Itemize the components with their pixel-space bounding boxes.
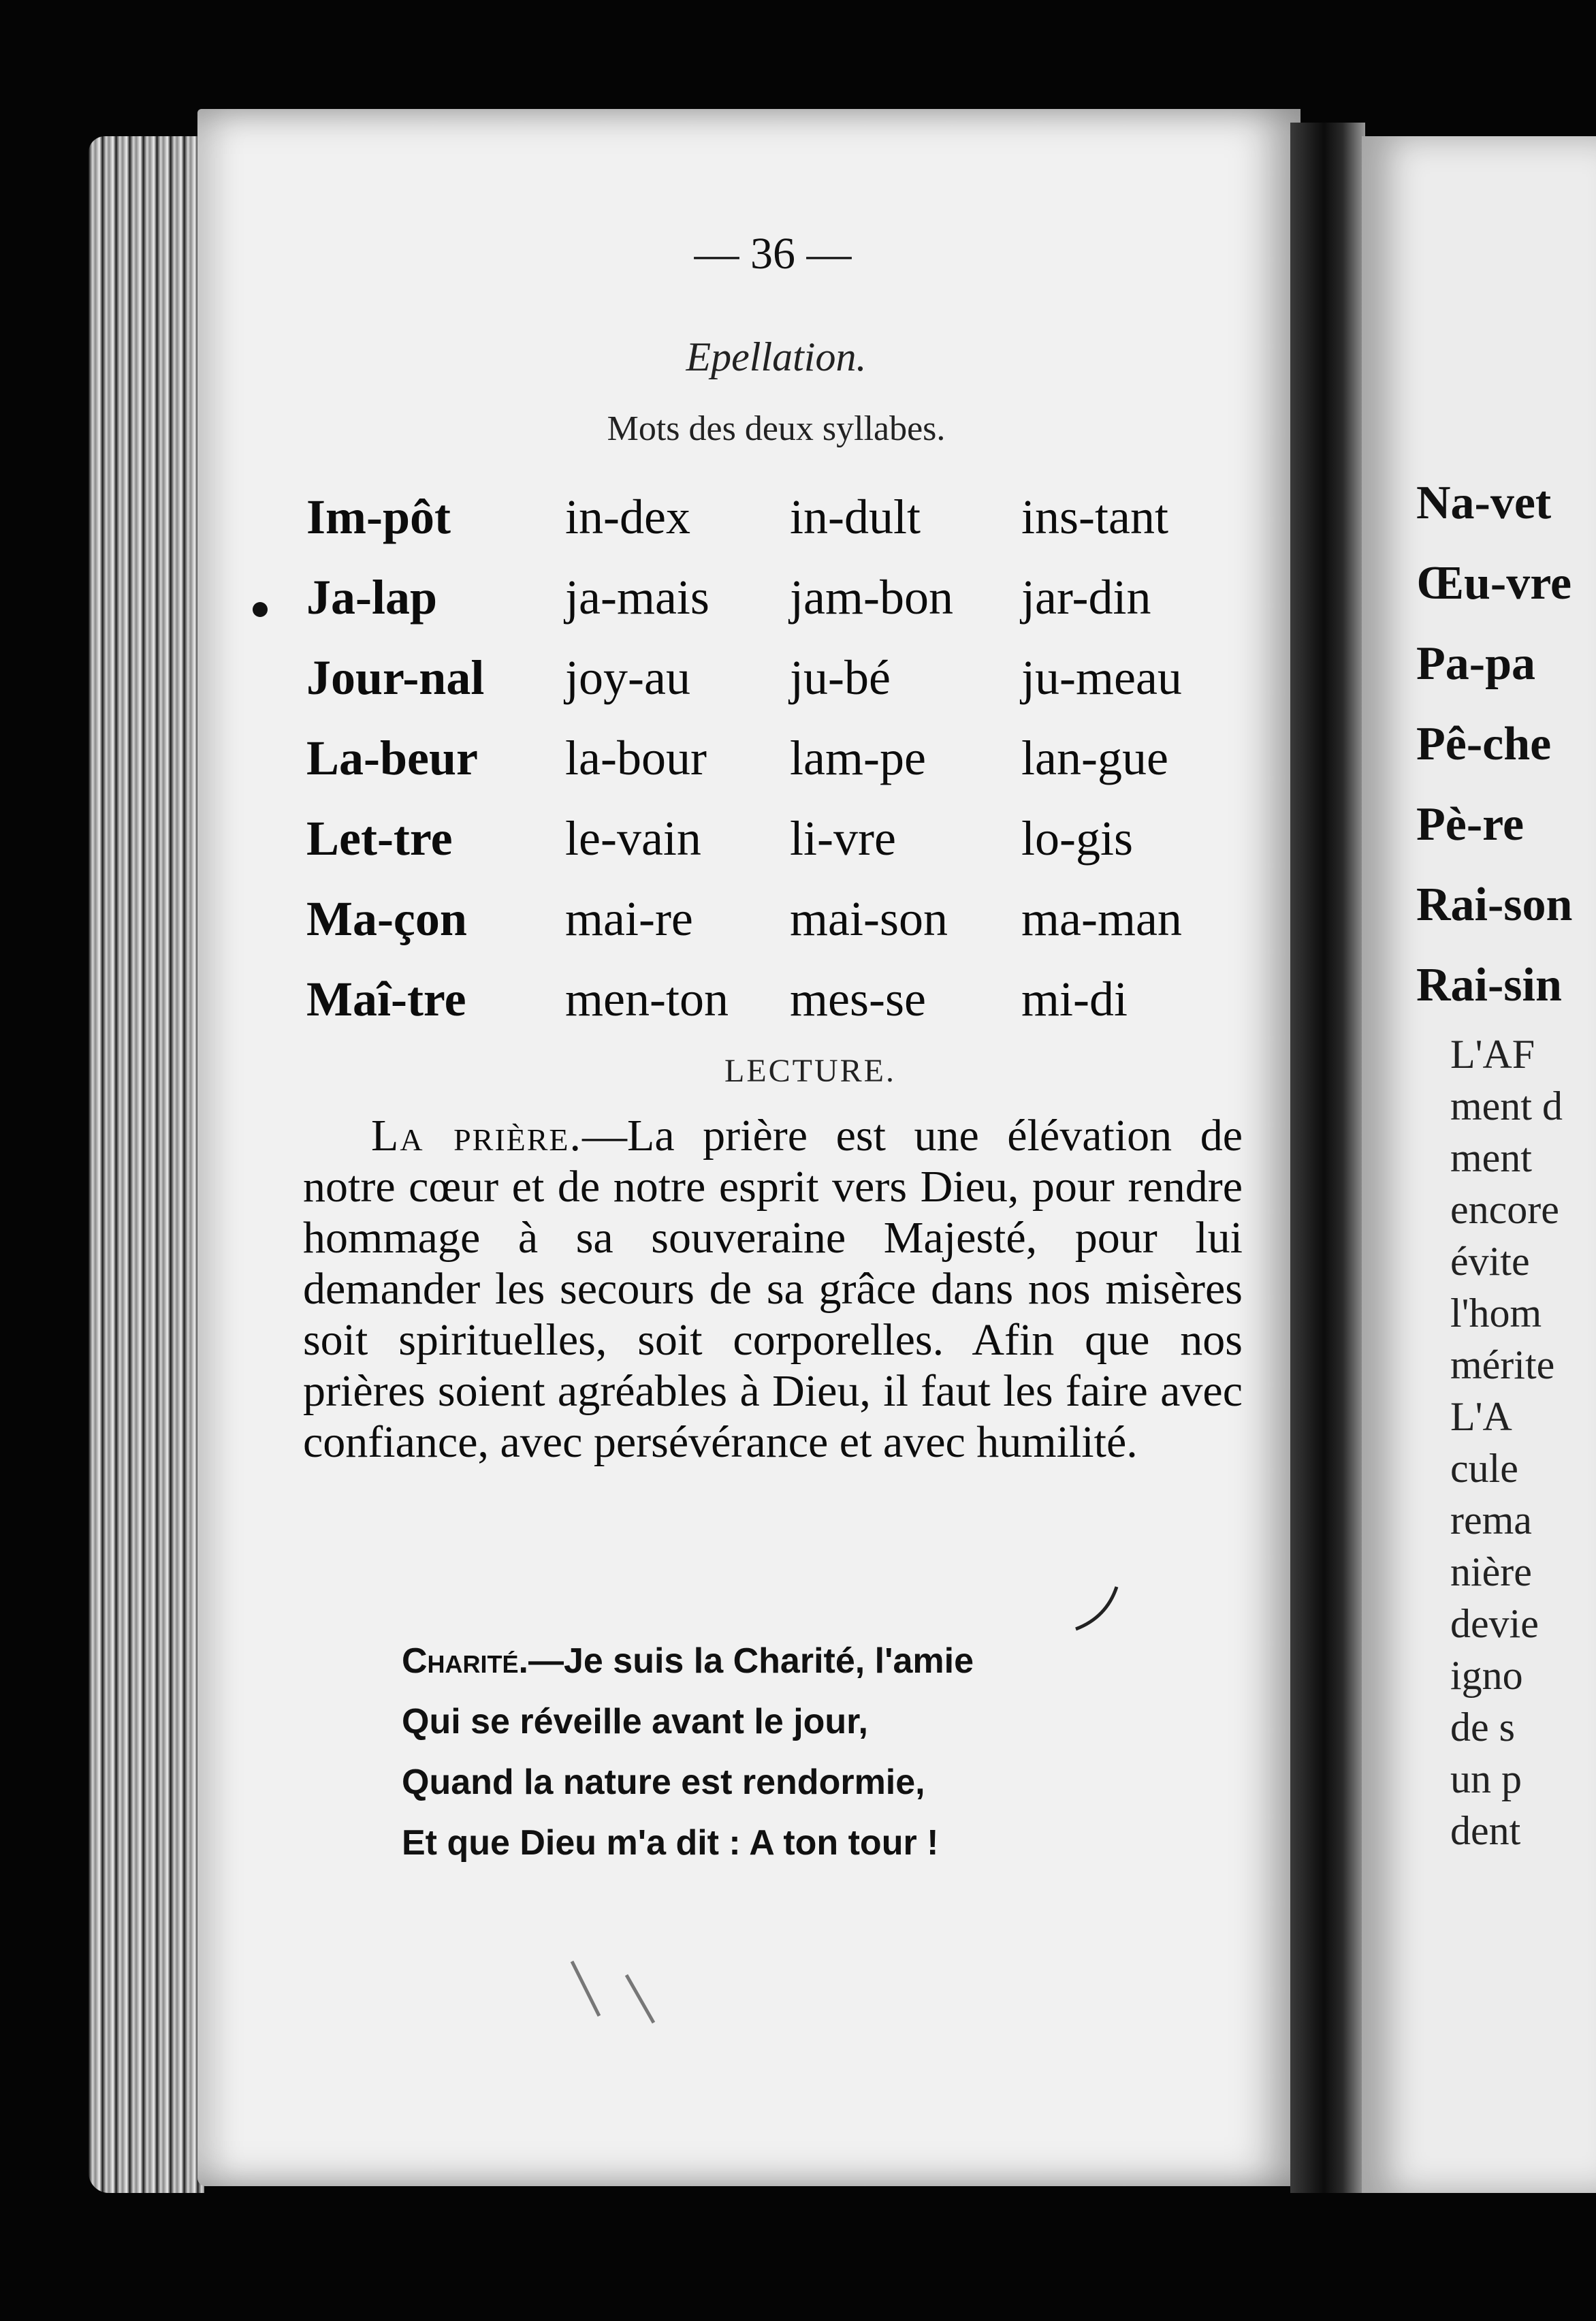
right-page-word: Pa-pa xyxy=(1416,637,1535,690)
right-page-line: devie xyxy=(1450,1601,1539,1646)
right-page-line: rema xyxy=(1450,1498,1532,1543)
syllable-word: lan-gue xyxy=(1021,730,1168,785)
right-page-word: Rai-son xyxy=(1416,879,1573,931)
right-page-word: Rai-sin xyxy=(1416,959,1562,1011)
pencil-scribble xyxy=(572,1961,654,2023)
syllable-word: La-beur xyxy=(306,730,478,785)
syllable-word: ju-bé xyxy=(790,650,891,705)
syllable-word: mai-son xyxy=(790,891,948,946)
ink-dot xyxy=(253,602,268,617)
right-page-word: Na-vet xyxy=(1416,477,1552,529)
syllable-word: ins-tant xyxy=(1021,489,1168,544)
syllable-word: men-ton xyxy=(565,971,729,1026)
syllable-word: mes-se xyxy=(790,971,926,1026)
poem-line: Quand la nature est rendormie, xyxy=(402,1763,925,1802)
right-page-line: ment d xyxy=(1450,1084,1563,1128)
syllable-word: Im-pôt xyxy=(306,489,451,544)
page-number: — 36 — xyxy=(694,229,852,279)
syllable-word: Let-tre xyxy=(306,810,453,866)
syllable-word: li-vre xyxy=(790,810,896,866)
syllable-word: le-vain xyxy=(565,810,701,866)
poem-line: Et que Dieu m'a dit : A ton tour ! xyxy=(402,1823,939,1863)
right-page-line: mérite xyxy=(1450,1342,1555,1387)
right-page-word: Œu-vre xyxy=(1416,557,1572,610)
right-page-word: Pè-re xyxy=(1416,798,1525,851)
right-page-line: dent xyxy=(1450,1808,1521,1853)
poem-line-text: —Je suis la Charité, l'amie xyxy=(528,1641,974,1681)
right-page-line: un p xyxy=(1450,1756,1522,1801)
syllable-word: Maî-tre xyxy=(306,971,466,1026)
syllable-word: jam-bon xyxy=(790,569,953,625)
syllable-word: jar-din xyxy=(1021,569,1151,625)
right-page-line: L'A xyxy=(1450,1394,1512,1439)
syllable-word: in-dex xyxy=(565,489,690,544)
right-page-line: encore xyxy=(1450,1187,1559,1232)
syllable-word: lo-gis xyxy=(1021,810,1134,866)
prayer-lead: La prière. xyxy=(371,1111,583,1160)
poem-line: Qui se réveille avant le jour, xyxy=(402,1702,868,1741)
syllable-word: Ma-çon xyxy=(306,891,467,946)
section-heading: Epellation. xyxy=(686,334,867,379)
syllable-word: Ja-lap xyxy=(306,569,438,625)
syllable-word: lam-pe xyxy=(790,730,926,785)
syllable-word: ma-man xyxy=(1021,891,1182,946)
subheading: Mots des deux syllabes. xyxy=(607,409,946,448)
syllable-word: ju-meau xyxy=(1021,650,1182,705)
syllable-word: mai-re xyxy=(565,891,693,946)
syllable-word: mi-di xyxy=(1021,971,1128,1026)
right-page-line: nière xyxy=(1450,1549,1532,1594)
pencil-scribble xyxy=(1076,1587,1117,1629)
syllable-word: joy-au xyxy=(565,650,690,705)
syllable-word: la-bour xyxy=(565,730,707,785)
right-page-line: ment xyxy=(1450,1135,1532,1180)
syllable-word: Jour-nal xyxy=(306,650,485,705)
right-page-line: de s xyxy=(1450,1705,1515,1750)
right-page-line: évite xyxy=(1450,1239,1530,1284)
right-page-line: l'hom xyxy=(1450,1291,1542,1336)
syllable-word: ja-mais xyxy=(565,569,709,625)
right-page-line: cule xyxy=(1450,1446,1518,1491)
right-page-word: Pê-che xyxy=(1416,718,1552,770)
lecture-title: LECTURE. xyxy=(724,1053,896,1089)
right-page-line: L'AF xyxy=(1450,1032,1535,1077)
prayer-text: —La prière est une élévation de notre cœur et de notre esprit vers Dieu, pour rendre hommage à sa souveraine Majesté, pour lui demander les secours de sa grâce dans nos misères soit spirituelles, soit corporelles. Afin que nos prières soient agréables à Dieu, il faut les faire avec confiance, avec persévérance et avec humilité. xyxy=(303,1111,1243,1467)
right-page-line: igno xyxy=(1450,1653,1523,1698)
poem-lead: Charité. xyxy=(402,1641,528,1681)
syllable-word: in-dult xyxy=(790,489,921,544)
